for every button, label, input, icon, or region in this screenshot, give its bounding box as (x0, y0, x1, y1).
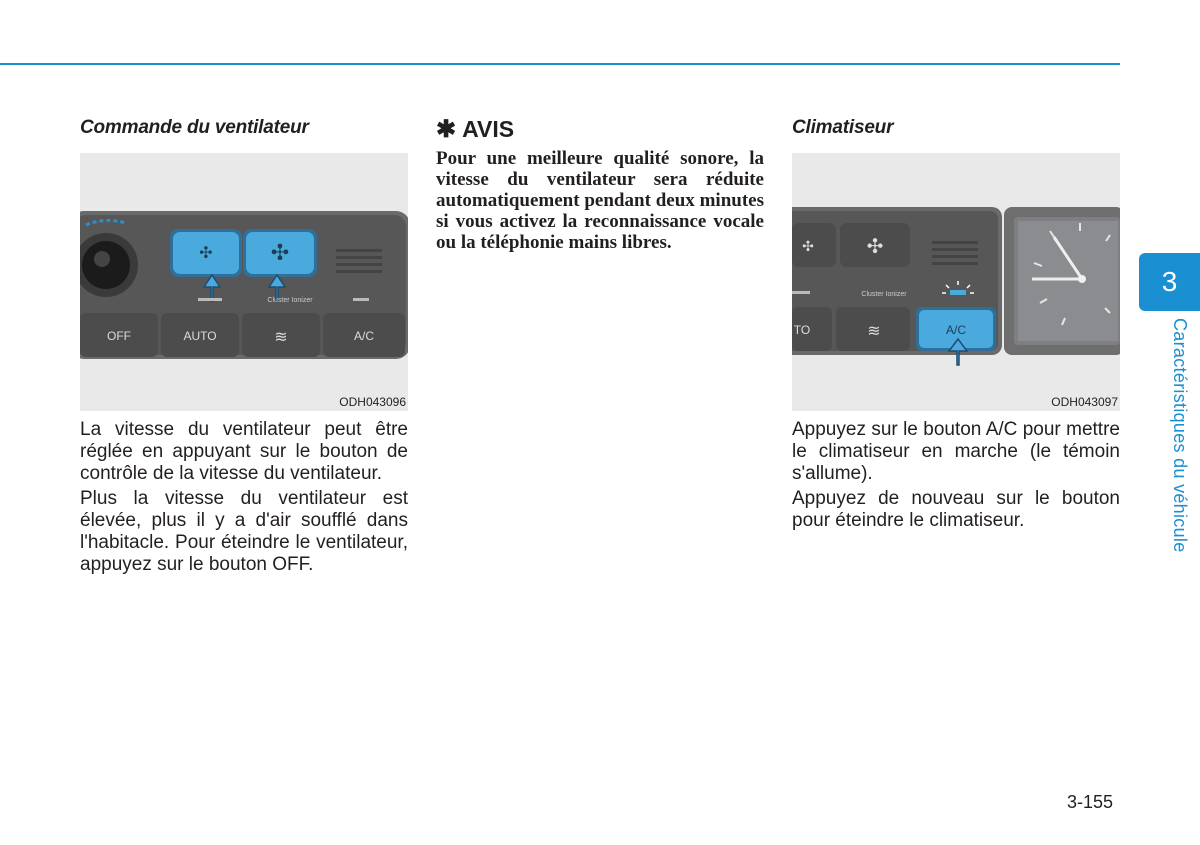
paragraph: Plus la vitesse du ventilateur est élevée, plus il y a d'air soufflé dans l'habitacle. Pour éteindre le ventilateur, appuyez sur le bouton OFF. (80, 488, 408, 575)
paragraph: La vitesse du ventilateur peut être réglée en appuyant sur le bouton de contrôle de la vitesse du ventilateur. (80, 419, 408, 484)
avis-heading (436, 115, 764, 144)
avis-text: Pour une meilleure qualité sonore, la vitesse du ventilateur sera réduite automatiquement pendant deux minutes si vous activez la reconnaissance vocale ou la téléphonie mains libres. (436, 148, 764, 253)
section-title-ac: Climatiseur (792, 117, 894, 138)
avis-title: AVIS (462, 116, 515, 142)
page-number: 3-155 (1067, 792, 1114, 812)
left-column (80, 115, 408, 576)
svg-text:✣: ✣ (802, 239, 814, 255)
ac-button-label: A/C (945, 323, 967, 337)
middle-column (436, 115, 764, 253)
top-rule (0, 63, 1120, 65)
ionizer-label: Cluster Ionizer (267, 297, 313, 304)
right-column (792, 115, 1120, 532)
svg-text:✣: ✣ (866, 234, 884, 258)
ac-illustration (792, 153, 1120, 411)
section-title-fan-control: Commande du ventilateur (80, 117, 309, 138)
svg-text:≋: ≋ (867, 321, 881, 340)
chapter-title: Caractéristiques du véhicule (1170, 318, 1190, 553)
ac-button-label: A/C (353, 329, 375, 343)
asterisk-icon: ✱ (436, 116, 457, 143)
fan-control-figure (80, 153, 408, 411)
svg-text:≋: ≋ (274, 327, 288, 346)
svg-text:✣: ✣ (270, 241, 290, 266)
svg-text:✣: ✣ (199, 243, 213, 262)
ionizer-label: Cluster Ionizer (861, 291, 907, 298)
auto-button-label-partial: TO (793, 323, 811, 337)
fan-control-illustration (80, 153, 408, 411)
ac-figure (792, 153, 1120, 411)
figure-code: ODH043097 (1051, 395, 1118, 409)
figure-code: ODH043096 (339, 395, 406, 409)
paragraph: Appuyez de nouveau sur le bouton pour éteindre le climatiseur. (792, 488, 1120, 531)
off-button-label: OFF (107, 329, 131, 343)
chapter-tab: 3 (1139, 253, 1200, 311)
auto-button-label: AUTO (183, 329, 217, 343)
paragraph: Appuyez sur le bouton A/C pour mettre le climatiseur en marche (le témoin s'allume). (792, 419, 1120, 484)
